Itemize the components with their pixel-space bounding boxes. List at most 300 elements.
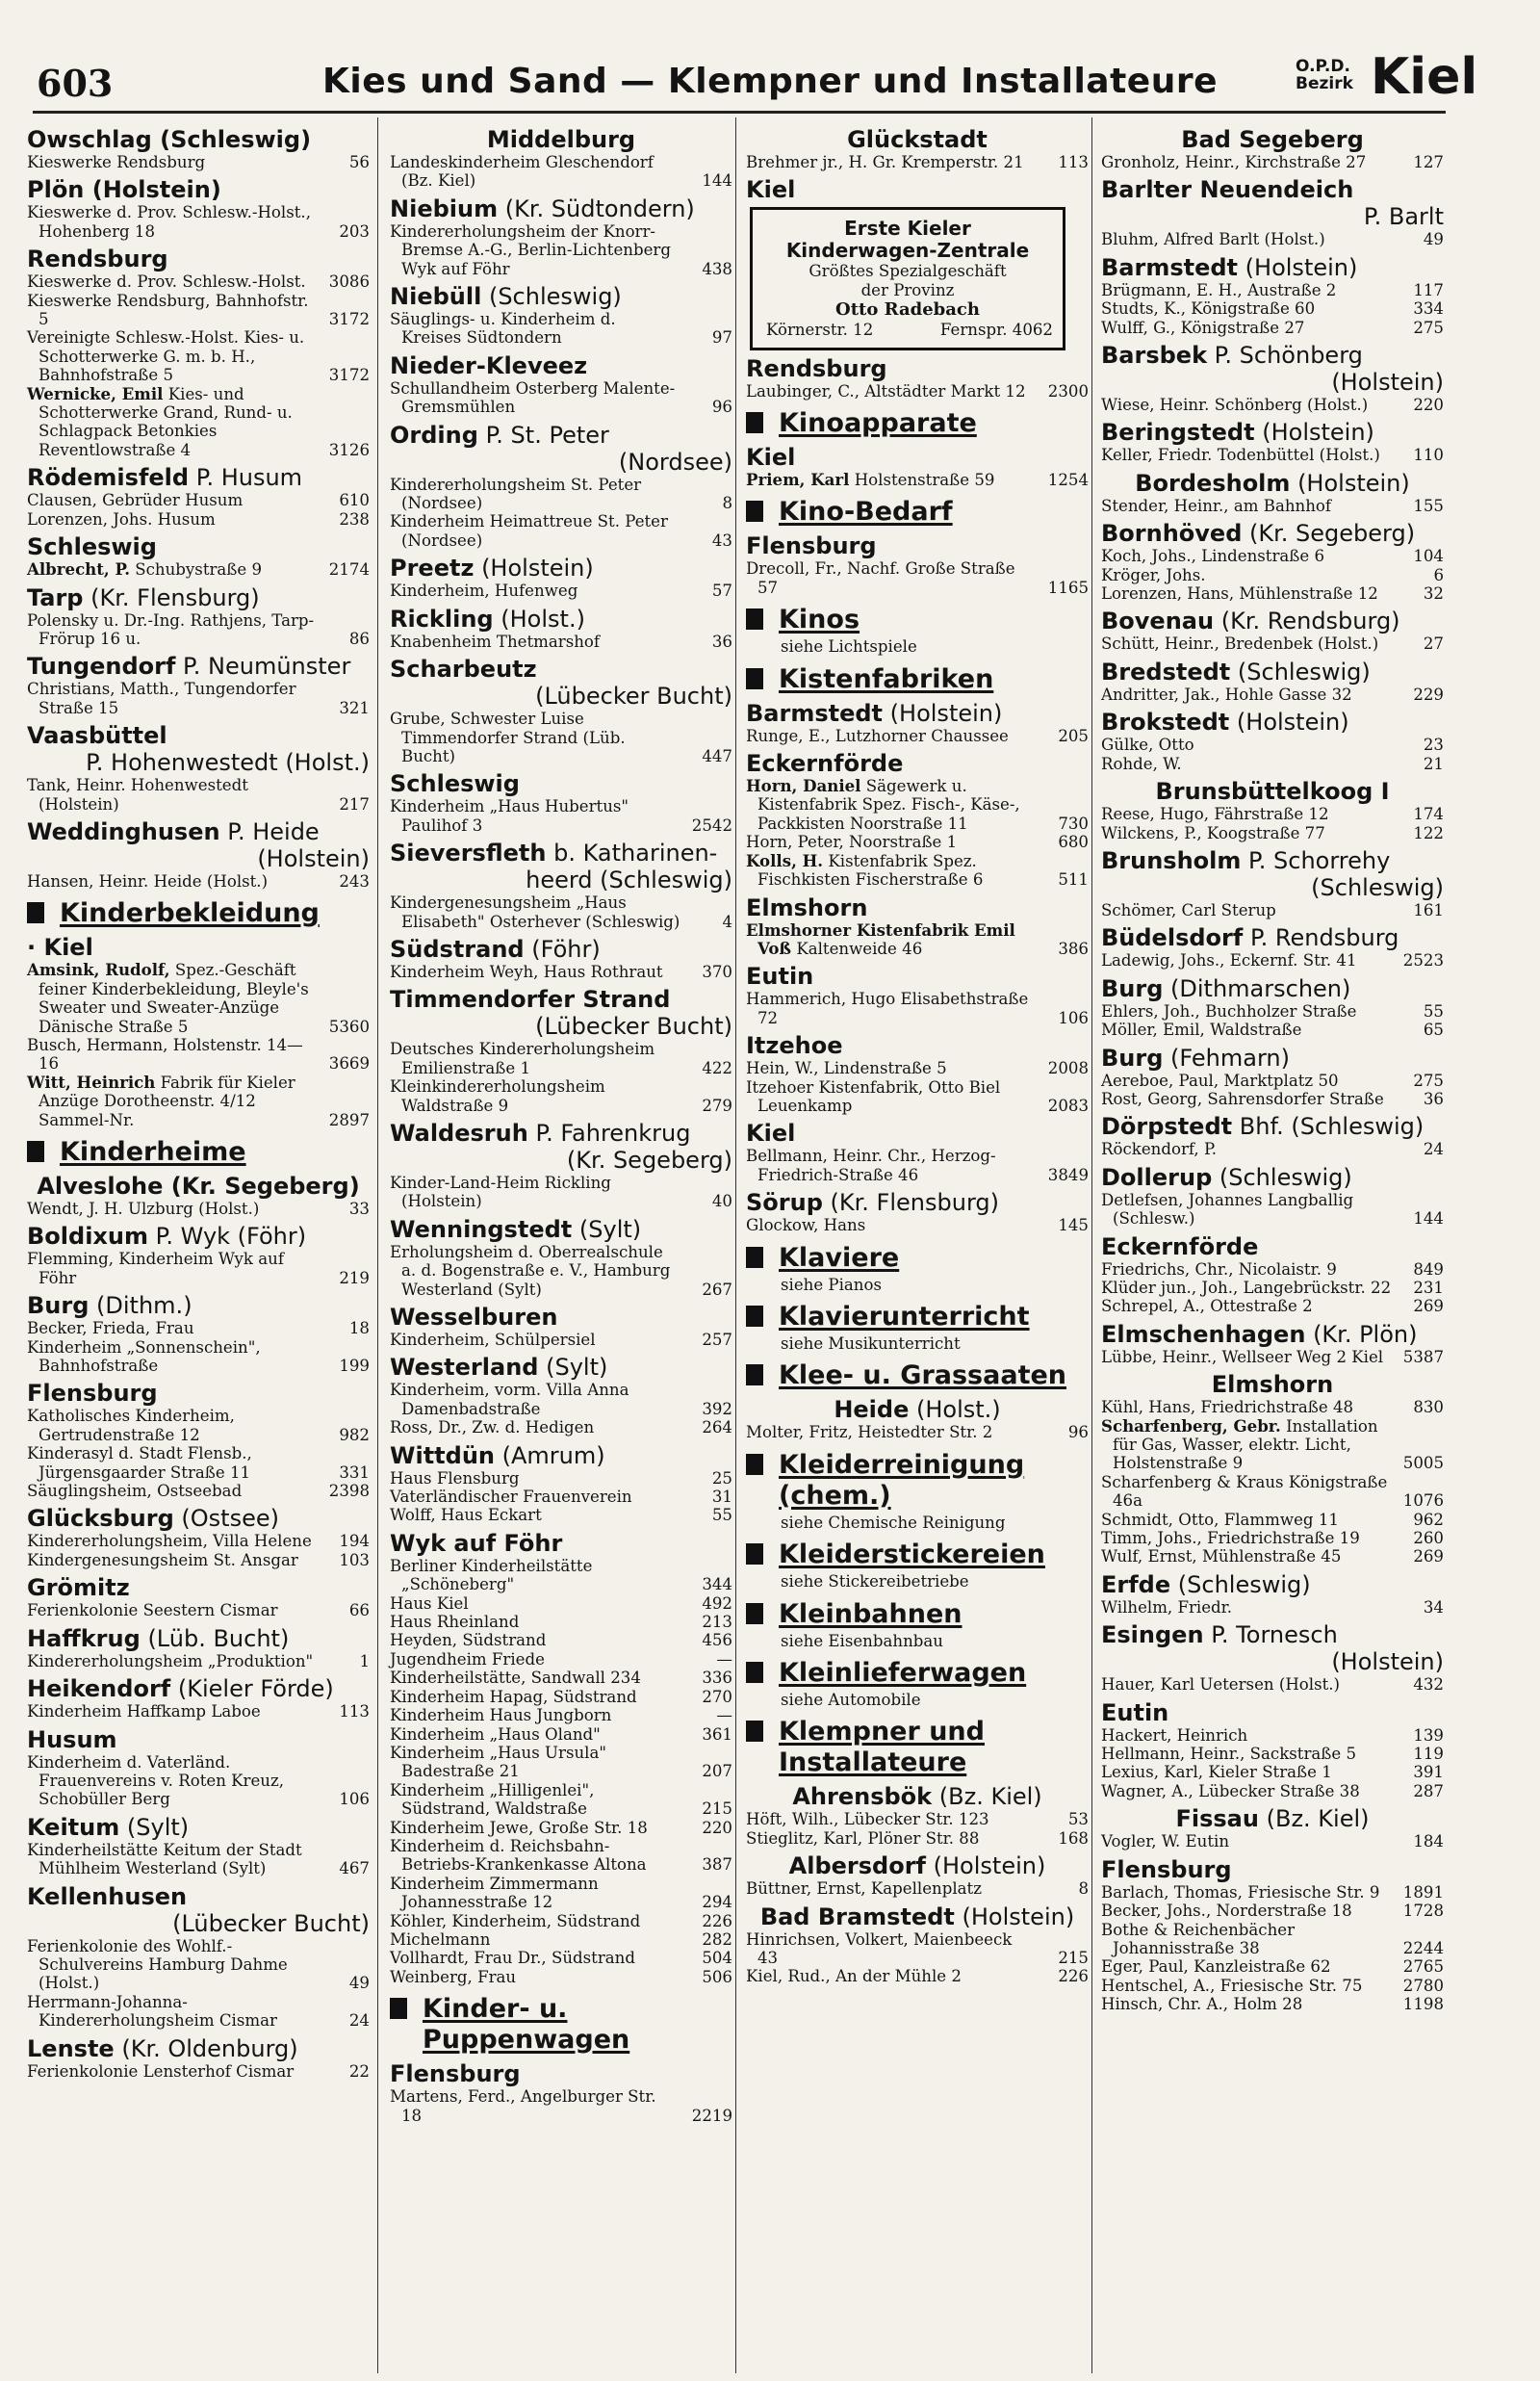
place-heading (27, 1814, 370, 1841)
place-heading (27, 722, 370, 776)
place-heading (1101, 1321, 1444, 1348)
directory-entry (390, 379, 732, 417)
place-heading (27, 584, 370, 611)
entry-text: Hackert, Heinrich (1101, 1725, 1248, 1745)
phone-number: 321 (339, 698, 370, 717)
entry-text: Ross, Dr., Zw. d. Hedigen (390, 1418, 595, 1437)
category-marker-icon (746, 608, 763, 630)
place-qualifier: P. Wyk (Föhr) (155, 1223, 307, 1251)
entry-text: Kieswerke Rendsburg, Bahnhofstr. 5 (27, 291, 309, 329)
phone-number: 982 (339, 1425, 370, 1444)
entry-text: Kinderheim d. Reichsbahn-Betriebs-Krankenkasse Altona (390, 1836, 647, 1875)
entry-text: Aereboe, Paul, Marktplatz 50 (1101, 1071, 1339, 1090)
place-heading (746, 700, 1089, 727)
place-heading (746, 532, 1089, 559)
entry-text: Kinderheim, vorm. Villa Anna Damenbadstraße (390, 1381, 629, 1418)
directory-entry (746, 1829, 1089, 1848)
entry-text: Christians, Matth., Tungendorfer Straße 15 (27, 680, 296, 717)
entry-text: Kindererholungsheim „Produktion" (27, 1651, 314, 1670)
place-qualifier-line: (Lübecker Bucht) (535, 683, 732, 711)
see-reference: siehe Lichtspiele (781, 637, 917, 657)
place-qualifier: P. Heide (227, 817, 320, 845)
directory-entry (27, 1250, 370, 1287)
directory-entry (390, 1968, 732, 1986)
place-qualifier: (Kr. Rendsburg) (1220, 608, 1400, 635)
directory-entry (1101, 736, 1444, 754)
ad-owner: Otto Radebach (835, 299, 980, 321)
place-name: Boldixum (27, 1223, 148, 1251)
category-title: Klaviere (779, 1242, 900, 1273)
phone-number: 2523 (1402, 951, 1444, 971)
entry-text: Wendt, J. H. Ulzburg (Holst.) (27, 1200, 260, 1218)
place-heading (746, 1852, 1089, 1879)
place-name: Brunsbüttelkoog I (1155, 778, 1390, 806)
directory-entry (1101, 446, 1444, 464)
entry-text: Kindergenesungsheim „Haus Elisabeth" Osterhever (Schleswig) (390, 893, 680, 931)
category-heading (746, 1540, 1089, 1570)
phone-number: 139 (1413, 1725, 1444, 1745)
place-name: Flensburg (390, 2060, 521, 2088)
place-name: Ahrensbök (792, 1783, 933, 1811)
entry-text: Lorenzen, Johs. Husum (27, 509, 216, 529)
directory-entry (27, 2062, 370, 2081)
place-name: Keitum (27, 1813, 120, 1841)
place-heading (390, 936, 732, 963)
directory-entry (1101, 1473, 1444, 1511)
phone-number: 438 (702, 259, 732, 278)
directory-entry (27, 292, 370, 329)
entry-text: Heyden, Südstrand (390, 1631, 547, 1650)
phone-number: 57 (711, 582, 732, 601)
directory-entry (390, 153, 732, 191)
place-heading (27, 1505, 370, 1532)
phone-number: 2780 (1402, 1976, 1444, 1995)
directory-entry (390, 1488, 732, 1506)
place-qualifier: (Kr. Flensburg) (830, 1189, 999, 1217)
directory-entry (1101, 497, 1444, 515)
entry-text: Kistenfabrik Spez. Fischkisten Fischerstraße 6 (757, 851, 984, 890)
entry-text: Barlach, Thomas, Friesische Str. 9 (1101, 1882, 1380, 1902)
place-heading (1101, 924, 1444, 951)
place-name: Dörpstedt (1101, 1113, 1233, 1141)
phone-number: 5005 (1402, 1454, 1444, 1473)
place-qualifier-line: (Schleswig) (1311, 873, 1444, 901)
phone-number: 386 (1058, 939, 1089, 958)
category-heading (746, 1243, 1089, 1274)
phone-number: 6 (1433, 565, 1444, 584)
entry-text: Stieglitz, Karl, Plöner Str. 88 (746, 1828, 980, 1848)
place-heading (1101, 659, 1444, 686)
directory-entry (1101, 1883, 1444, 1902)
entry-text: Lorenzen, Hans, Mühlenstraße 12 (1101, 584, 1378, 604)
entry-text: Kieswerke Rendsburg (27, 153, 206, 171)
place-qualifier: (Kr. Flensburg) (90, 583, 260, 611)
category-heading (746, 1360, 1089, 1391)
place-name: Niebüll (390, 283, 482, 311)
directory-entry (390, 1912, 732, 1930)
place-heading (1101, 176, 1444, 230)
phone-number: 36 (1423, 1089, 1444, 1108)
entry-text: Kinderheim Hapag, Südstrand (390, 1687, 637, 1706)
place-qualifier: (Schleswig) (1219, 1163, 1352, 1191)
directory-entry (746, 777, 1089, 833)
entry-text: Landeskinderheim Gleschendorf (Bz. Kiel) (390, 153, 654, 191)
place-heading (746, 1032, 1089, 1059)
directory-entry (390, 1781, 732, 1819)
entry-text: Jugendheim Friede (390, 1649, 545, 1669)
phone-number: 8 (1078, 1879, 1089, 1899)
directory-entry (746, 471, 1089, 489)
place-name: Owschlag (Schleswig) (27, 126, 312, 153)
entry-firm-name: Priem, Karl (746, 470, 850, 490)
directory-entry (27, 1601, 370, 1619)
entry-text: Ferienkolonie des Wohlf.-Schulvereins Hamburg Dahme (Holst.) (27, 1936, 288, 1993)
entry-text: Deutsches Kindererholungsheim Emilienstraße 1 (390, 1040, 655, 1077)
phone-number: 1728 (1402, 1902, 1444, 1921)
phone-number: 40 (711, 1192, 732, 1211)
place-qualifier: (Fehmarn) (1170, 1044, 1290, 1072)
place-heading (1101, 975, 1444, 1002)
phone-number: 238 (339, 509, 370, 529)
entry-text: Rost, Georg, Sahrensdorfer Straße (1101, 1089, 1384, 1108)
entry-firm-name: Elmshorner Kistenfabrik Emil Voß (746, 919, 1015, 958)
column-divider (735, 117, 736, 2373)
phone-number: 226 (1058, 1967, 1089, 1986)
place-name: Rödemisfeld (27, 464, 190, 492)
category-marker-icon (746, 1364, 763, 1385)
place-qualifier-line: (Holstein) (1331, 1648, 1444, 1676)
directory-entry (1101, 281, 1444, 299)
place-name: Südstrand (390, 935, 525, 963)
place-heading (1101, 608, 1444, 634)
place-qualifier: P. Schorrehy (1248, 846, 1391, 874)
phone-number: 8 (722, 494, 732, 513)
directory-entry (1101, 1140, 1444, 1158)
place-qualifier: (Kr. Oldenburg) (121, 2034, 298, 2062)
directory-entry (1101, 1260, 1444, 1279)
place-name: Rendsburg (27, 246, 168, 273)
directory-entry (390, 222, 732, 278)
place-heading (390, 283, 732, 310)
phone-number: 24 (1423, 1140, 1444, 1159)
directory-entry (27, 872, 370, 891)
phone-number: 229 (1413, 685, 1444, 704)
place-heading (390, 1120, 732, 1174)
phone-number: 456 (702, 1631, 732, 1650)
directory-entry (27, 1532, 370, 1550)
place-qualifier-line: (Kr. Segeberg) (566, 1146, 732, 1174)
phone-number: 21 (1423, 754, 1444, 773)
place-heading (1101, 1371, 1444, 1398)
phone-number: — (716, 1649, 732, 1669)
see-reference: siehe Automobile (781, 1691, 921, 1709)
entry-text: Schütt, Heinr., Bredenbek (Holst.) (1101, 634, 1379, 654)
directory-entry (1101, 1902, 1444, 1920)
entry-text: Kleinkindererholungsheim Waldstraße 9 (390, 1077, 605, 1115)
phone-number: 2008 (1047, 1059, 1089, 1078)
directory-entry (390, 893, 732, 931)
phone-number: 1 (359, 1651, 370, 1670)
phone-number: 34 (1423, 1597, 1444, 1617)
see-reference: siehe Chemische Reinigung (781, 1513, 1006, 1532)
entry-text: Sägewerk u. Kistenfabrik Spez. Fisch-, Käse-, Packkisten Noorstraße 11 (757, 777, 1020, 833)
place-qualifier: (Sylt) (126, 1813, 190, 1841)
entry-text: Busch, Hermann, Holstenstr. 14—16 (27, 1035, 303, 1074)
place-heading (390, 2060, 732, 2087)
entry-text: Kinderheilstätte Keitum der Stadt Mühlheim Westerland (Sylt) (27, 1840, 302, 1878)
place-heading (1101, 847, 1444, 901)
directory-entry (390, 476, 732, 513)
place-qualifier-line: (Holstein) (257, 844, 370, 872)
phone-number: 219 (339, 1268, 370, 1287)
place-name: Weddinghusen (27, 817, 220, 845)
place-name: Kiel (746, 1120, 796, 1148)
directory-entry (746, 990, 1089, 1027)
page-title: Kies und Sand — Klempner und Installateure (321, 62, 1219, 101)
place-name: Heide (834, 1396, 910, 1424)
directory-entry (1101, 1921, 1444, 1958)
place-heading (390, 1216, 732, 1243)
place-name: Waldesruh (390, 1119, 528, 1147)
place-heading (746, 1783, 1089, 1810)
directory-entry (27, 491, 370, 509)
phone-number: 117 (1413, 280, 1444, 299)
place-name: Burg (27, 1292, 90, 1320)
directory-entry (27, 385, 370, 460)
column-2 (390, 121, 732, 2125)
directory-entry (390, 1837, 732, 1875)
entry-text: Herrmann-Johanna-Kindererholungsheim Cismar (27, 1992, 277, 2031)
entry-text: Schömer, Carl Sterup (1101, 900, 1276, 919)
entry-text: Horn, Peter, Noorstraße 1 (746, 833, 958, 852)
place-name: Barlter Neuendeich (1101, 176, 1354, 204)
entry-text: Fabrik für Kieler Anzüge Dorotheenstr. 4/12 Sammel-Nr. (38, 1073, 295, 1129)
directory-entry (1101, 547, 1444, 565)
place-name: Brokstedt (1101, 709, 1230, 737)
category-marker-icon (746, 501, 763, 522)
phone-number: 25 (711, 1468, 732, 1488)
entry-text: Holstenstraße 59 (854, 471, 995, 490)
directory-entry (1101, 153, 1444, 171)
entry-firm-name: Scharfenberg, Gebr. (1101, 1415, 1281, 1436)
directory-entry (1101, 1832, 1444, 1850)
directory-entry (1101, 1090, 1444, 1108)
directory-entry (746, 1059, 1089, 1077)
place-heading (27, 934, 370, 961)
directory-entry (27, 1482, 370, 1500)
entry-text: Katholisches Kinderheim, Gertrudenstraße 12 (27, 1407, 235, 1444)
place-name: Büdelsdorf (1101, 924, 1244, 952)
place-qualifier: (Holst.) (500, 605, 585, 633)
entry-text: Hentschel, A., Friesische Str. 75 (1101, 1976, 1363, 1995)
entry-text: Hammerich, Hugo Elisabethstraße 72 (746, 990, 1029, 1027)
entry-text: Hansen, Heinr. Heide (Holst.) (27, 871, 269, 891)
category-heading (390, 1994, 732, 2056)
directory-entry (1101, 1763, 1444, 1781)
directory-entry (390, 797, 732, 835)
directory-entry (1101, 319, 1444, 337)
category-title: Kinderbekleidung (60, 898, 320, 929)
entry-text: Michelmann (390, 1929, 491, 1949)
place-heading (1101, 1571, 1444, 1598)
place-name: Husum (27, 1725, 117, 1753)
phone-number: 849 (1413, 1259, 1444, 1279)
phone-number: 260 (1413, 1529, 1444, 1548)
directory-entry (27, 1702, 370, 1721)
place-heading (746, 1903, 1089, 1930)
place-name: Glückstadt (847, 126, 988, 153)
category-title: Kinderheime (60, 1137, 246, 1167)
phone-number: 2398 (328, 1482, 370, 1501)
entry-text: Ferienkolonie Seestern Cismar (27, 1601, 278, 1620)
entry-text: Kinder-Land-Heim Rickling (Holstein) (390, 1173, 611, 1211)
phone-number: 1198 (1402, 1995, 1444, 2014)
category-heading (746, 1450, 1089, 1512)
category-title: Kinos (779, 605, 860, 635)
place-qualifier: (Dithm.) (96, 1292, 192, 1320)
phone-number: 287 (1413, 1781, 1444, 1800)
place-name: Kiel (746, 176, 796, 204)
place-name: Westerland (390, 1354, 539, 1382)
place-qualifier: (Holstein) (933, 1852, 1046, 1880)
entry-text: Hinsch, Chr. A., Holm 28 (1101, 1995, 1303, 2014)
entry-text: Erholungsheim d. Oberrealschule a. d. Bogenstraße e. V., Hamburg Westerland (Sylt) (390, 1242, 671, 1299)
phone-number: 231 (1413, 1278, 1444, 1297)
phone-number: 49 (1423, 230, 1444, 249)
category-marker-icon (746, 1454, 763, 1475)
place-qualifier: (Ostsee) (181, 1505, 279, 1533)
place-heading (27, 653, 370, 680)
place-qualifier: (Holstein) (481, 555, 594, 582)
directory-entry (1101, 1745, 1444, 1763)
entry-text: Lexius, Karl, Kieler Straße 1 (1101, 1763, 1332, 1782)
place-qualifier: (Holstein) (1236, 709, 1349, 737)
category-marker-icon (746, 1721, 763, 1742)
category-title: Kleiderreinigung (chem.) (779, 1449, 1025, 1511)
phone-number: 511 (1058, 870, 1089, 890)
directory-entry (390, 963, 732, 981)
place-heading (746, 355, 1089, 382)
directory-entry (27, 961, 370, 1036)
place-qualifier: (Föhr) (531, 935, 601, 963)
place-name: Tarp (27, 583, 84, 611)
category-marker-icon (746, 1543, 763, 1565)
place-heading (390, 195, 732, 222)
entry-text: Runge, E., Lutzhorner Chaussee (746, 726, 1009, 745)
entry-text: Gronholz, Heinr., Kirchstraße 27 (1101, 153, 1367, 171)
place-heading (390, 770, 732, 797)
phone-number: 334 (1413, 299, 1444, 319)
entry-text: Hellmann, Heinr., Sackstraße 5 (1101, 1745, 1357, 1764)
entry-text: Kies- und Schotterwerke Grand, Rund- u. Schlagpack Betonkies Reventlowstraße 4 (38, 384, 293, 459)
place-heading (1101, 1233, 1444, 1260)
entry-text: Lübbe, Heinr., Wellseer Weg 2 Kiel (1101, 1347, 1384, 1366)
category-marker-icon (746, 668, 763, 689)
entry-text: Kindererholungsheim, Villa Helene (27, 1532, 312, 1551)
phone-number: 96 (1067, 1423, 1089, 1442)
place-name: Sieversfleth (390, 840, 547, 867)
category-marker-icon (746, 1662, 763, 1683)
place-name: Tungendorf (27, 653, 176, 681)
phone-number: 215 (702, 1799, 732, 1819)
entry-text: Grube, Schwester Luise Timmendorfer Strand (Lüb. Bucht) (390, 710, 626, 765)
category-title: Kinder- u. Puppenwagen (423, 1994, 630, 2056)
entry-text: Wulf, Ernst, Mühlenstraße 45 (1101, 1547, 1342, 1566)
directory-entry (27, 1074, 370, 1129)
place-heading (27, 533, 370, 560)
entry-firm-name: Wernicke, Emil (27, 383, 164, 403)
entry-text: Möller, Emil, Waldstraße (1101, 1021, 1302, 1040)
directory-entry (1101, 1726, 1444, 1745)
place-name: Wyk auf Föhr (390, 1529, 563, 1557)
directory-entry (390, 1688, 732, 1706)
entry-text: Tank, Heinr. Hohenwestedt (Holstein) (27, 776, 248, 814)
directory-entry (390, 1669, 732, 1687)
place-name: Bovenau (1101, 608, 1215, 635)
entry-text: Röckendorf, P. (1101, 1140, 1218, 1159)
phone-number: 2542 (691, 815, 732, 835)
place-heading (1101, 254, 1444, 281)
place-name: Kellenhusen (27, 1882, 188, 1910)
entry-text: Schubystraße 9 (135, 560, 263, 580)
entry-text: Bluhm, Alfred Barlt (Holst.) (1101, 230, 1325, 249)
phone-number: 207 (702, 1762, 732, 1781)
place-qualifier: (Sylt) (546, 1354, 608, 1382)
place-heading (27, 464, 370, 491)
place-name: Niebium (390, 194, 499, 222)
place-heading (390, 422, 732, 476)
see-reference: siehe Pianos (781, 1275, 882, 1294)
directory-entry (1101, 566, 1444, 584)
directory-entry (27, 1319, 370, 1337)
phone-number: 145 (1058, 1216, 1089, 1235)
place-heading (1101, 1045, 1444, 1072)
directory-entry (746, 1078, 1089, 1116)
phone-number: 3172 (328, 310, 370, 329)
phone-number: 1076 (1402, 1491, 1444, 1511)
place-name: Middelburg (486, 126, 636, 153)
place-name: Barmstedt (1101, 253, 1239, 281)
phone-number: 113 (339, 1702, 370, 1721)
entry-text: Laubinger, C., Altstädter Markt 12 (746, 381, 1026, 401)
phone-number: 294 (702, 1893, 732, 1912)
entry-text: Kinderheim Haffkamp Laboe (27, 1702, 261, 1721)
place-heading (746, 1120, 1089, 1147)
entry-text: Detlefsen, Johannes Langballig (Schlesw.) (1101, 1190, 1354, 1229)
category-marker-icon (746, 412, 763, 433)
directory-entry (746, 382, 1089, 401)
place-name: Elmshorn (1211, 1371, 1334, 1399)
phone-number: 184 (1413, 1832, 1444, 1851)
entry-text: Kinderheim Jewe, Große Str. 18 (390, 1818, 648, 1837)
category-heading (746, 408, 1089, 439)
directory-entry (390, 1506, 732, 1524)
place-qualifier: (Lüb. Bucht) (147, 1624, 290, 1652)
directory-entry (390, 710, 732, 765)
phone-number: 104 (1413, 547, 1444, 566)
directory-entry (27, 153, 370, 171)
directory-entry (1101, 1417, 1444, 1473)
directory-entry (27, 328, 370, 384)
place-heading (746, 894, 1089, 921)
place-name: Haffkrug (27, 1624, 141, 1652)
place-heading (27, 176, 370, 203)
phone-number: 3172 (328, 366, 370, 385)
directory-entry (27, 1338, 370, 1376)
entry-text: Kinderheim d. Vaterländ. Frauenvereins v. Roten Kreuz, Schobüller Berg (27, 1752, 285, 1809)
entry-text: Knabenheim Thetmarshof (390, 632, 601, 651)
phone-number: 830 (1413, 1398, 1444, 1417)
